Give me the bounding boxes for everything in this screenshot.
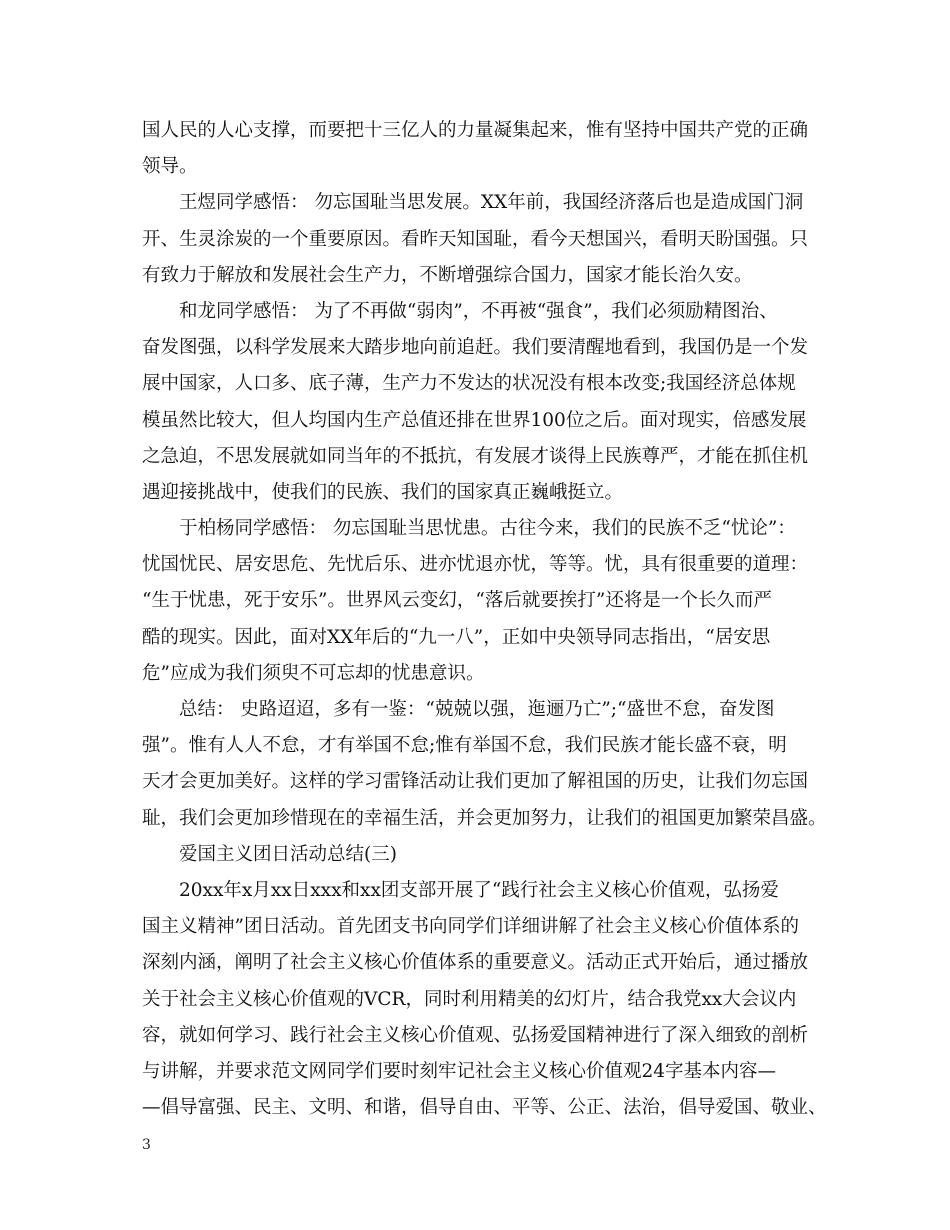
text-line: 容，就如何学习、践行社会主义核心价值观、弘扬爱国精神进行了深入细致的剖析 [142, 1024, 809, 1046]
text-line: 总结： 史路迢迢，多有一鉴：“兢兢以强，迤逦乃亡”;“盛世不怠，奋发图 [179, 699, 775, 720]
text-line: 王煜同学感悟： 勿忘国耻当思发展。XX年前，我国经济落后也是造成国门洞 [179, 192, 804, 214]
text-line: 强”。惟有人人不怠，才有举国不怠;惟有举国不怠，我们民族才能长盛不衰，明 [142, 735, 787, 757]
text-line: 开、生灵涂炭的一个重要原因。看昨天知国耻，看今天想国兴，看明天盼国强。只 [142, 228, 809, 250]
text-line: 模虽然比较大，但人均国内生产总值还排在世界100位之后。面对现实，倍感发展 [142, 409, 807, 431]
text-line: 领导。 [142, 156, 198, 178]
text-line: 深刻内涵，阐明了社会主义核心价值体系的重要意义。活动正式开始后，通过播放 [142, 952, 809, 974]
text-line: 忧国忧民、居安思危、先忧后乐、进亦忧退亦忧，等等。忧，具有很重要的道理： [142, 554, 809, 576]
text-line: 爱国主义团日活动总结(三) [179, 843, 397, 865]
text-line: 危”应成为我们须臾不可忘却的忧患意识。 [142, 662, 485, 684]
text-line: “生于忧患，死于安乐”。世界风云变幻，“落后就要挨打”还将是一个长久而严 [142, 590, 772, 612]
text-line: 国人民的人心支撑，而要把十三亿人的力量凝集起来，惟有坚持中国共产党的正确 [142, 120, 809, 141]
text-line: 天才会更加美好。这样的学习雷锋活动让我们更加了解祖国的历史，让我们勿忘国 [142, 771, 809, 793]
text-line: 耻，我们会更加珍惜现在的幸福生活，并会更加努力，让我们的祖国更加繁荣昌盛。 [142, 807, 827, 829]
text-line: 奋发图强，以科学发展来大踏步地向前追赶。我们要清醒地看到，我国仍是一个发 [142, 337, 809, 359]
text-line: 20xx年x月xx日xxx和xx团支部开展了“践行社会主义核心价值观，弘扬爱 [179, 879, 779, 901]
text-line: 之急迫，不思发展就如同当年的不抵抗，有发展才谈得上民族尊严，才能在抓住机 [142, 445, 809, 467]
document-body [142, 113, 827, 1126]
text-line: 国主义精神”团日活动。首先团支书向同学们详细讲解了社会主义核心价值体系的 [142, 916, 799, 938]
text-line: 展中国家，人口多、底子薄，生产力不发达的状况没有根本改变;我国经济总体规 [142, 373, 796, 395]
text-line: 于柏杨同学感悟： 勿忘国耻当思忧患。古往今来，我们的民族不乏“忧论”： [179, 518, 796, 540]
text-line: 有致力于解放和发展社会生产力，不断增强综合国力，国家才能长治久安。 [142, 264, 753, 286]
text-line: 和龙同学感悟： 为了不再做“弱肉”，不再被“强食”，我们必须励精图治、 [179, 300, 778, 322]
text-line: 酷的现实。因此，面对XX年后的“九一八”，正如中央领导同志指出，“居安思 [142, 626, 771, 648]
text-line: —倡导富强、民主、文明、和谐，倡导自由、平等、公正、法治，倡导爱国、敬业、 [142, 1097, 827, 1119]
page-number: 3 [142, 1137, 151, 1153]
text-line: 与讲解，并要求范文网同学们要时刻牢记社会主义核心价值观24字基本内容— [142, 1060, 777, 1082]
text-line: 遇迎接挑战中，使我们的民族、我们的国家真正巍峨挺立。 [142, 481, 624, 503]
text-line: 关于社会主义核心价值观的VCR，同时利用精美的幻灯片，结合我党xx大会议内 [142, 988, 797, 1010]
